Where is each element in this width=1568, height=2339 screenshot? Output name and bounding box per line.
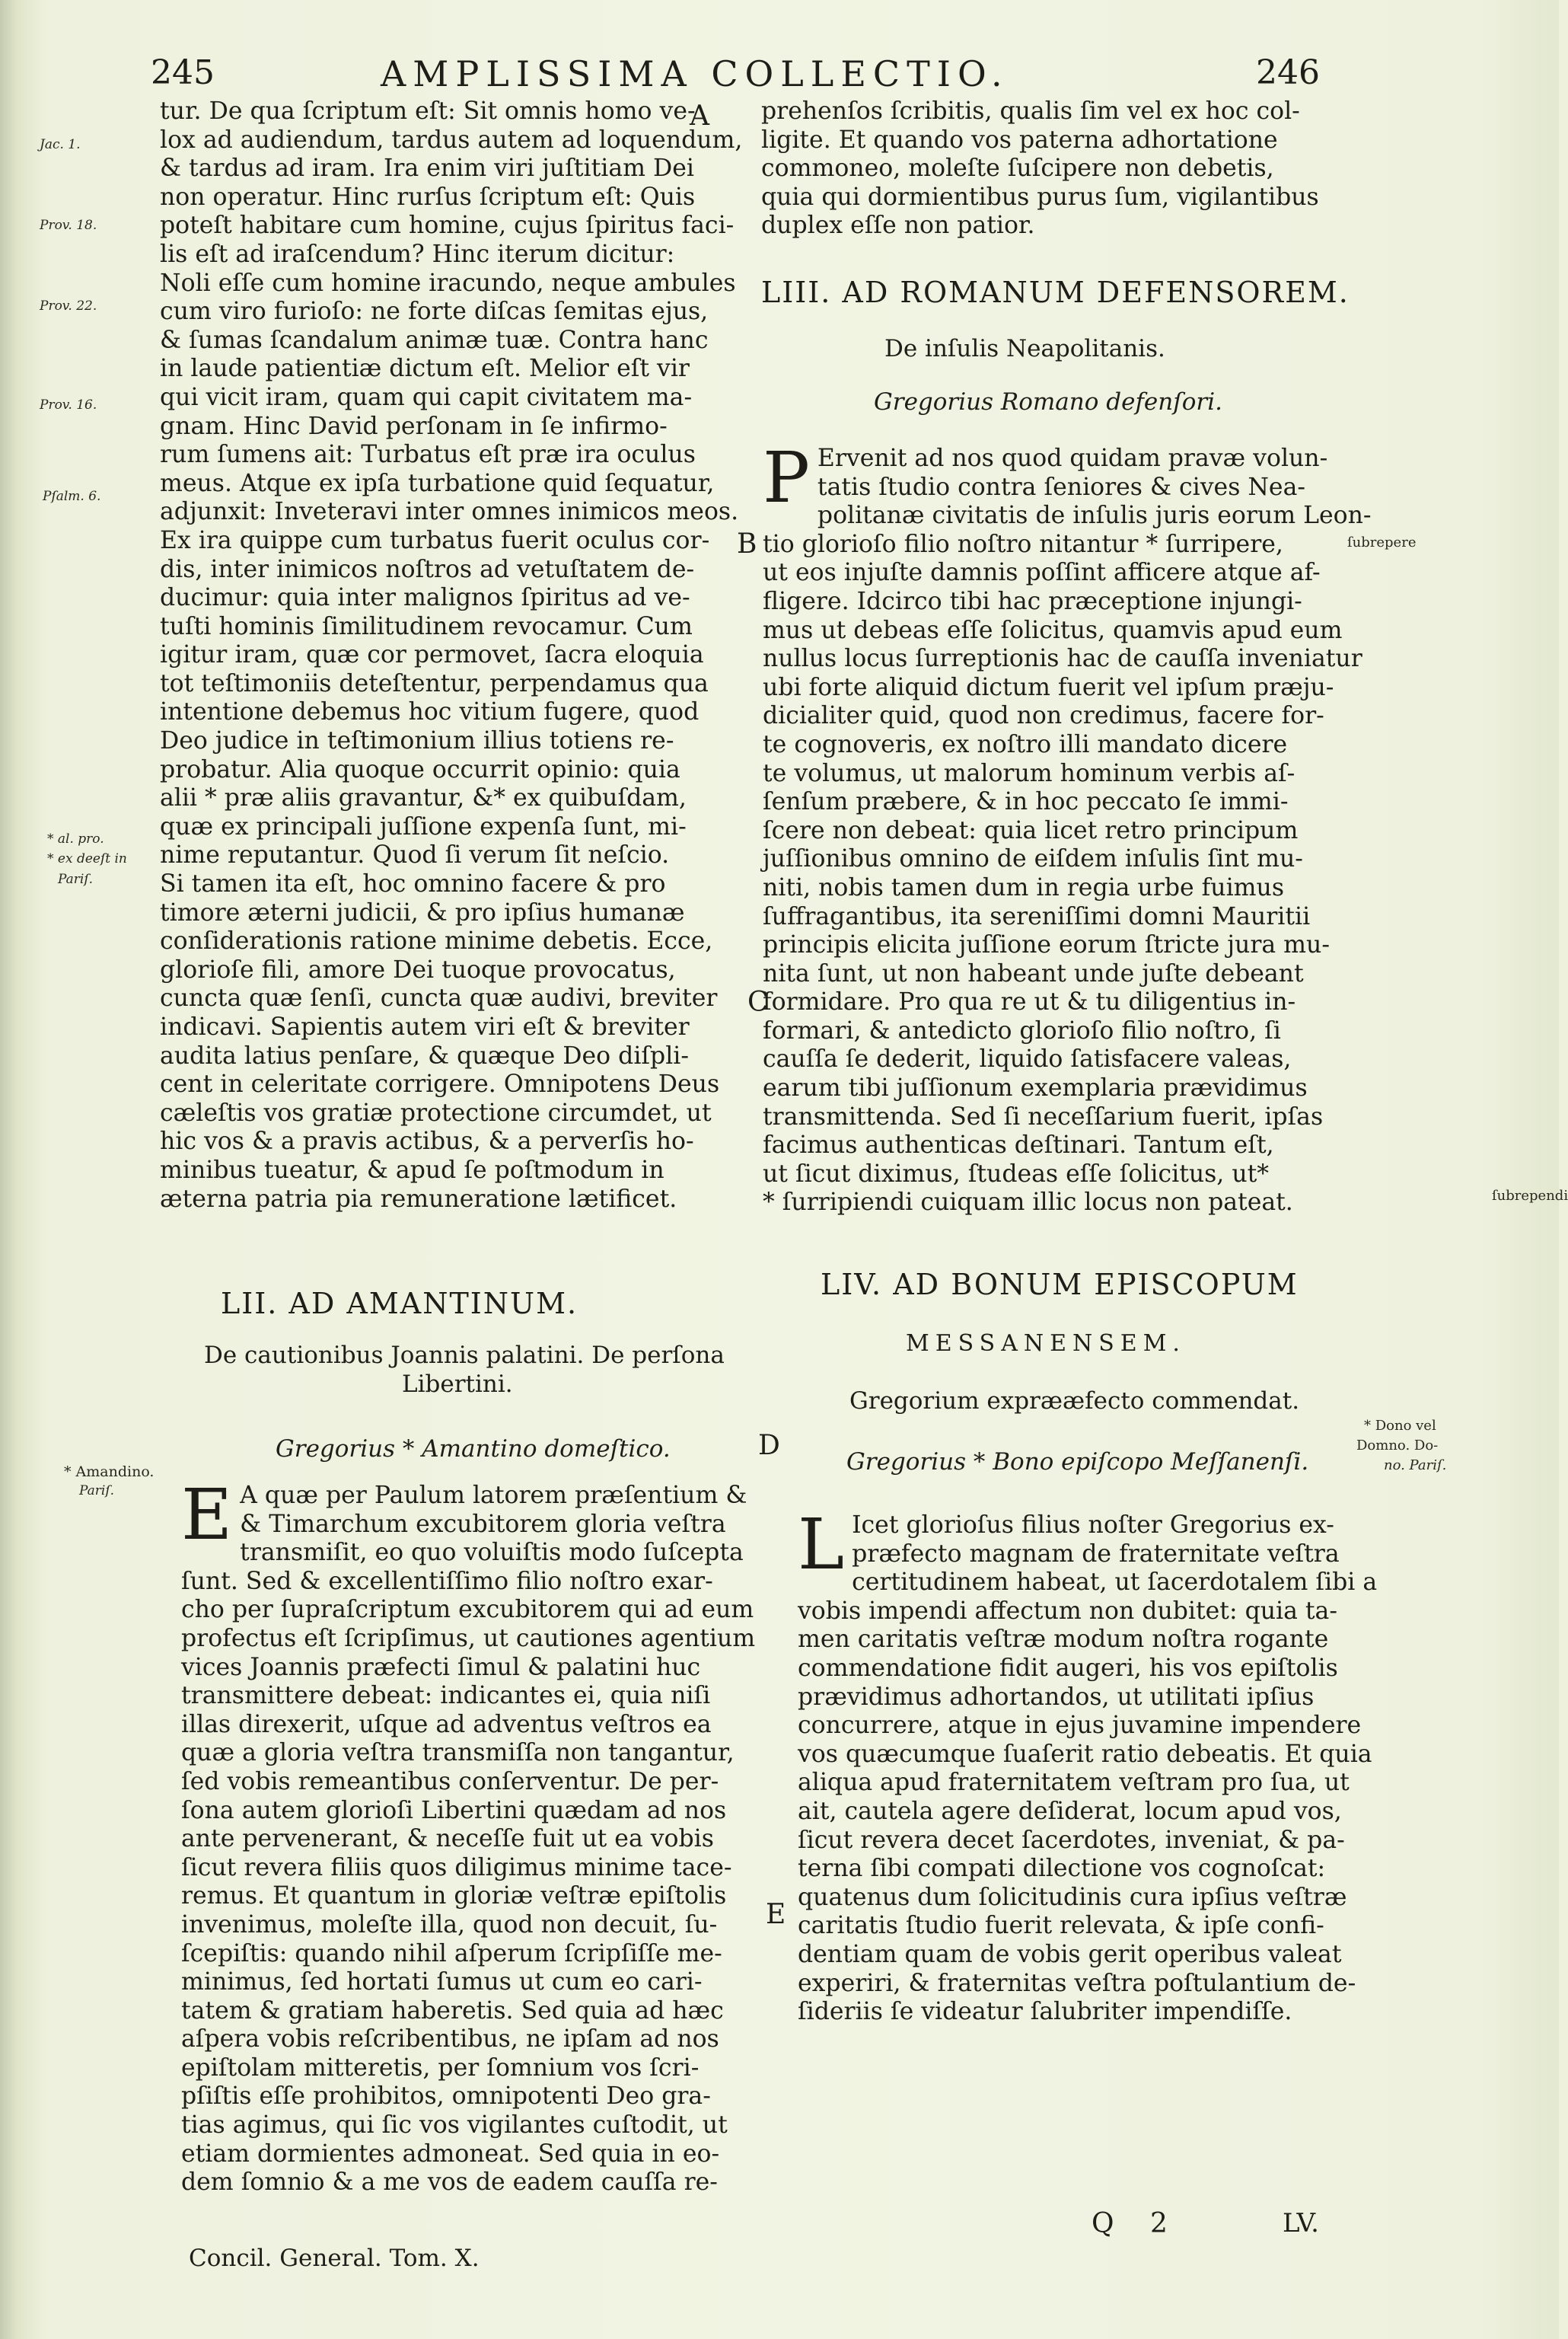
margin-note-prov-16: Prov. 16.	[40, 397, 97, 413]
margin-note-prov-22: Prov. 22.	[40, 298, 97, 314]
drop-cap: P	[763, 437, 810, 519]
text-line: pſiſtis eſſe prohibitos, omnipotenti Deo gra-	[181, 2082, 711, 2111]
text-line: mus ut debeas eſſe ſolicitus, quamvis apud eum	[763, 616, 1343, 644]
text-line: tatem & gratiam haberetis. Sed quia ad hæc	[181, 1996, 724, 2025]
text-line: * ſurripiendi cuiquam illic locus non pateat.	[763, 1189, 1293, 1217]
text-line: hic vos & a pravis actibus, & a perverſis ho-	[160, 1128, 694, 1156]
text-line: tur. De qua ſcriptum eſt: Sit omnis homo ve-	[160, 97, 696, 125]
footer-volume: Concil. General. Tom. X.	[189, 2245, 480, 2272]
text-line: ſunt. Sed & excellentiſſimo filio noſtro exar-	[181, 1567, 713, 1595]
text-line: niti, nobis tamen dum in regia urbe fuimus	[763, 873, 1284, 901]
text-line: tot teſtimoniis deteſtentur, perpendamus qua	[160, 669, 709, 697]
text-line: ſideriis ſe videatur ſalubriter impendiſſe.	[798, 1998, 1292, 2026]
text-line: quæ ex principali juſſione expenſa ſunt, mi-	[160, 812, 687, 841]
margin-note-jac: Jac. 1.	[40, 137, 81, 152]
section-letter-d: D	[758, 1430, 780, 1461]
text-line: formari, & antedicto glorioſo filio noſtro, ſi	[763, 1016, 1281, 1045]
text-line: & tardus ad iram. Ira enim viri juſtitiam Dei	[160, 155, 694, 183]
text-line: Ex ira quippe cum turbatus fuerit oculus cor-	[160, 526, 710, 554]
text-line: etiam dormientes admoneat. Sed quia in eo-	[181, 2140, 720, 2168]
text-line: dentiam quam de vobis gerit operibus valeat	[798, 1940, 1342, 1968]
letter-52-heading: LII. AD AMANTINUM.	[221, 1287, 578, 1320]
text-line: indicavi. Sapientis autem viri eſt & breviter	[160, 1013, 690, 1041]
text-line: minimus, ſed hortati ſumus ut cum eo cari-	[181, 1968, 703, 1996]
text-line: aſpera vobis reſcribentibus, ne ipſam ad nos	[181, 2025, 719, 2053]
text-line: ſicut revera filiis quos diligimus minime tace-	[181, 1853, 732, 1881]
margin-note-amandino: * Amandino.	[64, 1463, 155, 1480]
text-line: quæ a gloria veſtra transmiſſa non tangantur,	[181, 1739, 735, 1767]
text-line: formidare. Pro qua re ut & tu diligentius in-	[763, 988, 1296, 1016]
text-line: tatis ſtudio contra ſeniores & cives Nea-	[817, 473, 1305, 501]
text-line: quia qui dormientibus purus ſum, vigilantibus	[761, 183, 1319, 211]
text-line: prævidimus adhortandos, ut utilitati ipſius	[798, 1683, 1315, 1711]
text-line: ſed vobis remeantibus conſerventur. De per-	[181, 1767, 719, 1795]
text-line: cæleſtis vos gratiæ protectione circumdet, ut	[160, 1099, 712, 1127]
text-line: earum tibi juſſionum exemplaria prævidimus	[763, 1074, 1308, 1102]
text-line: cho per ſupraſcriptum excubitorem qui ad eum	[181, 1596, 754, 1624]
margin-note-al-pro: * al. pro.	[47, 831, 104, 847]
text-line: remus. Et quantum in gloriæ veſtræ epiſtolis	[181, 1882, 727, 1910]
text-line: meus. Atque ex ipſa turbatione quid ſequatur,	[160, 469, 715, 497]
text-line: Si tamen ita eſt, hoc omnino facere & pro	[160, 870, 666, 898]
text-line: vos quæcumque ſuaſerit ratio debeatis. Et quia	[798, 1740, 1372, 1768]
text-line: lis eſt ad iraſcendum? Hinc iterum dicitur:	[160, 240, 675, 268]
letter-54-heading-1: LIV. AD BONUM EPISCOPUM	[821, 1268, 1299, 1301]
text-line: fligere. Idcirco tibi hac præceptione injungi-	[763, 587, 1302, 615]
text-line: Deo judice in teſtimonium illius totiens re-	[160, 727, 674, 755]
text-line: vobis impendi affectum non dubitet: quia ta-	[798, 1597, 1337, 1625]
text-line: nullus locus ſurreptionis hac de cauſſa inveniatur	[763, 645, 1362, 673]
text-line: ſicut revera decet ſacerdotes, inveniat, & pa-	[798, 1826, 1345, 1854]
text-line: ut ſicut diximus, ſtudeas eſſe ſolicitus, ut*	[763, 1160, 1270, 1188]
text-line: tio glorioſo filio noſtro nitantur * ſurripere,	[763, 530, 1283, 558]
margin-note-subrependi: ſubrependi	[1492, 1188, 1568, 1204]
text-line: cent in celeritate corrigere. Omnipotens Deus	[160, 1071, 720, 1099]
text-line: Noli eſſe cum homine iracundo, neque ambules	[160, 269, 736, 297]
section-letter-b: B	[737, 528, 757, 560]
text-line: juſſionibus omnino de eiſdem inſulis ſint mu-	[763, 845, 1303, 873]
text-line: Ervenit ad nos quod quidam pravæ volun-	[817, 445, 1328, 472]
text-line: commoneo, moleſte ſuſcipere non debetis,	[761, 155, 1274, 183]
text-line: timore æterni judicii, & pro ipſius humanæ	[160, 898, 685, 927]
text-line: nime reputantur. Quod ſi verum ſit neſcio.	[160, 841, 670, 870]
text-line: præfecto magnam de fraternitate veſtra	[852, 1540, 1340, 1568]
text-line: gnam. Hinc David perſonam in ſe infirmo-	[160, 412, 668, 440]
text-line: probatur. Alia quoque occurrit opinio: quia	[160, 755, 680, 783]
margin-note-prov-18: Prov. 18.	[40, 218, 97, 233]
section-letter-c: C	[747, 987, 769, 1018]
text-line: ubi forte aliquid dictum fuerit vel ipſum præju-	[763, 673, 1334, 701]
letter-54-heading-2: MESSANENSEM.	[906, 1330, 1186, 1357]
text-line: ante pervenerant, & neceſſe fuit ut ea vobis	[181, 1825, 714, 1853]
text-line: cum viro furioſo: ne forte diſcas ſemitas ejus,	[160, 298, 709, 326]
text-line: & ſumas ſcandalum animæ tuæ. Contra hanc	[160, 326, 709, 354]
text-line: profectus eſt ſcripſimus, ut cautiones agentium	[181, 1624, 756, 1652]
footer-catchword: LV.	[1283, 2208, 1319, 2238]
text-line: conſiderationis ratione minime debetis. Ecce,	[160, 927, 713, 956]
text-line: æterna patria pia remuneratione lætificet.	[160, 1185, 677, 1213]
text-line: Icet glorioſus filius noſter Gregorius ex-	[852, 1511, 1334, 1539]
letter-54-salutation: Gregorius * Bono epiſcopo Meſſanenſi.	[846, 1448, 1309, 1476]
letter-52-subject-1: De cautionibus Joannis palatini. De perſona	[204, 1342, 725, 1369]
letter-54-subject: Gregorium exprææfecto commendat.	[849, 1387, 1300, 1415]
text-line: transmittere debeat: indicantes ei, quia niſi	[181, 1682, 711, 1710]
letter-53-heading: LIII. AD ROMANUM DEFENSOREM.	[761, 276, 1350, 309]
text-line: caritatis ſtudio fuerit relevata, & ipſe confi-	[798, 1912, 1324, 1940]
letter-54-body	[798, 1504, 1378, 2027]
text-line: concurrere, atque in ejus juvamine impendere	[798, 1712, 1362, 1740]
text-line: commendatione fidit augeri, his vos epiſtolis	[798, 1654, 1338, 1682]
text-line: intentione debemus hoc vitium fugere, quod	[160, 698, 700, 726]
text-line: te cognoveris, ex noſtro illi mandato dicere	[763, 730, 1288, 758]
text-line: ſenſum præbere, & in hoc peccato ſe immi-	[763, 788, 1289, 816]
text-line: dem ſomnio & a me vos de eadem cauſſa re-	[181, 2168, 718, 2197]
text-line: epiſtolam mitteretis, per ſomnium vos ſcri-	[181, 2053, 700, 2082]
text-line: A quæ per Paulum latorem præſentium &	[240, 1482, 747, 1509]
right-column-continuation	[761, 97, 1340, 241]
margin-note-paris-2: Pariſ.	[79, 1483, 115, 1498]
footer-signature: Q 2	[1092, 2208, 1181, 2239]
text-line: ligite. Et quando vos paterna adhortatione	[761, 126, 1278, 154]
text-line: dicialiter quid, quod non credimus, facere for-	[763, 702, 1324, 730]
right-page-number: 246	[1256, 53, 1320, 92]
drop-cap: E	[181, 1474, 233, 1556]
text-line: men caritatis veſtræ modum noſtra rogante	[798, 1626, 1329, 1654]
margin-note-psalm-6: Pſalm. 6.	[43, 489, 101, 504]
text-line: quatenus dum ſolicitudinis cura ipſius veſtræ	[798, 1883, 1347, 1911]
text-line: cauſſa ſe dederit, liquido ſatisfacere valeas,	[763, 1045, 1292, 1074]
text-line: politanæ civitatis de inſulis juris eorum Leon-	[817, 502, 1372, 530]
left-page-number: 245	[151, 53, 215, 92]
text-line: alii * præ aliis gravantur, &* ex quibuſdam,	[160, 784, 687, 812]
text-line: cuncta quæ ſenſi, cuncta quæ audivi, breviter	[160, 984, 718, 1013]
text-line: duplex eſſe non patior.	[761, 212, 1035, 240]
letter-53-salutation: Gregorius Romano defenſori.	[874, 388, 1222, 416]
letter-52-subject-2: Libertini.	[402, 1371, 513, 1398]
text-line: te volumus, ut malorum hominum verbis aſ-	[763, 759, 1296, 787]
section-letter-e: E	[766, 1899, 786, 1930]
letter-52-body	[181, 1474, 767, 2197]
text-line: invenimus, moleſte illa, quod non decuit, ſu-	[181, 1910, 718, 1939]
text-line: igitur iram, quæ cor permovet, ſacra eloquia	[160, 641, 704, 669]
text-line: in laude patientiæ dictum eſt. Melior eſt vir	[160, 355, 690, 383]
text-line: ſuffragantibus, ita sereniſſimi domni Mauritii	[763, 902, 1311, 930]
letter-53-subject: De inſulis Neapolitanis.	[884, 335, 1165, 362]
margin-note-dono-1: * Dono vel	[1364, 1418, 1436, 1434]
text-line: adjunxit: Inveteravi inter omnes inimicos meos.	[160, 498, 739, 526]
text-line: transmiſit, eo quo voluiſtis modo ſuſcepta	[240, 1539, 744, 1567]
text-line: dis, inter inimicos noſtros ad vetuſtatem de-	[160, 555, 695, 583]
text-line: prehenſos ſcribitis, qualis ſim vel ex hoc col-	[761, 97, 1300, 125]
text-line: certitudinem habeat, ut ſacerdotalem ſibi a	[852, 1568, 1378, 1597]
margin-note-ex-deest: * ex deeſt in	[47, 851, 127, 866]
text-line: tuſti hominis ſimilitudinem revocamur. Cum	[160, 612, 693, 640]
text-line: experiri, & fraternitas veſtra poſtulantium de-	[798, 1969, 1356, 1997]
drop-cap: L	[798, 1504, 845, 1585]
text-line: principis elicita juſſione eorum ſtricte jura mu-	[763, 931, 1330, 959]
text-line: qui vicit iram, quam qui capit civitatem ma-	[160, 383, 693, 411]
section-letter-a: A	[690, 101, 709, 132]
running-title: AMPLISSIMA COLLECTIO.	[381, 53, 1009, 94]
letter-53-body	[763, 437, 1372, 1217]
text-line: illas direxerit, uſque ad adventus veſtros ea	[181, 1710, 712, 1738]
text-line: glorioſe fili, amore Dei tuoque provocatus,	[160, 956, 676, 984]
text-line: ducimur: quia inter malignos ſpiritus ad ve-	[160, 584, 690, 612]
text-line: ait, cautela agere deſiderat, locum apud vos,	[798, 1797, 1342, 1825]
text-line: audita latius penſare, & quæque Deo diſpli-	[160, 1042, 690, 1070]
text-line: aliqua apud fraternitatem veſtram pro ſua, ut	[798, 1769, 1350, 1797]
text-line: ut eos injuſte damnis poſſint afficere atque af-	[763, 559, 1321, 587]
text-line: lox ad audiendum, tardus autem ad loquendum,	[160, 126, 743, 154]
margin-note-paris-1: Pariſ.	[58, 872, 94, 887]
letter-52-salutation: Gregorius * Amantino domeſtico.	[276, 1435, 671, 1463]
text-line: & Timarchum excubitorem gloria veſtra	[240, 1510, 726, 1538]
text-line: terna ſibi compati dilectione vos cognoſcat:	[798, 1855, 1326, 1883]
text-line: transmittenda. Sed ſi neceſſarium fuerit, ipſas	[763, 1102, 1324, 1131]
text-line: rum ſumens ait: Turbatus eſt præ ira oculus	[160, 441, 696, 469]
text-line: nita ſunt, ut non habeant unde juſte debeant	[763, 959, 1304, 988]
text-line: minibus tueatur, & apud ſe poſtmodum in	[160, 1156, 664, 1184]
text-line: tias agimus, qui ſic vos vigilantes cuſtodit, ut	[181, 2111, 728, 2140]
text-line: ſona autem glorioſi Libertini quædam ad nos	[181, 1796, 727, 1824]
text-line: vices Joannis præfecti ſimul & palatini huc	[181, 1653, 701, 1681]
margin-note-dono-3: no. Pariſ.	[1384, 1457, 1447, 1473]
text-line: non operatur. Hinc rurſus ſcriptum eſt: Quis	[160, 183, 696, 211]
margin-note-subrepere: ſubrepere	[1347, 534, 1417, 550]
margin-note-dono-2: Domno. Do-	[1356, 1438, 1439, 1453]
text-line: poteſt habitare cum homine, cujus ſpiritus faci-	[160, 212, 735, 240]
left-column-text	[160, 97, 761, 1214]
text-line: ſcere non debeat: quia licet retro principum	[763, 816, 1299, 844]
text-line: facimus authenticas deſtinari. Tantum eſt,	[763, 1131, 1274, 1160]
text-line: ſcepiſtis: quando nihil aſperum ſcripſiſſe me-	[181, 1939, 722, 1967]
